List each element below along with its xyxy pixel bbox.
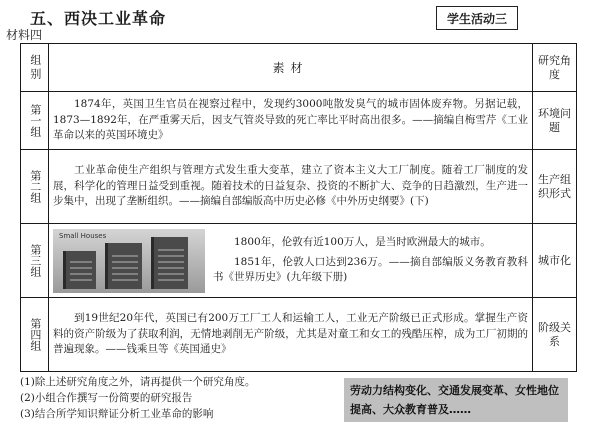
task-list (20, 374, 255, 422)
group-label: 第二组 (21, 150, 49, 224)
material-cell: 1874年，英国卫生官员在视察过程中，发现约3000吨散发臭气的城市固体废弃物。另据记载，1873—1892年，在严重雾天后，因支气管炎导致的死亡率比平时高出很多。——摘编自梅雪芹《工业革命以来的英国环境史》 (49, 92, 533, 150)
task-item: (2)小组合作撰写一份简要的研究报告 (20, 392, 193, 404)
material-cell: 工业革命使生产组织与管理方式发生重大变革，建立了资本主义大工厂制度。随着工厂制度的发展，科学化的管理日益受到重视。随着技术的日益复杂、投资的不断扩大、竞争的日趋激烈，生产进一步集中，出现了垄断组织。——摘编自部编版高中历史必修《中外历史纲要》(下) (49, 150, 533, 224)
group-label: 第三组 (21, 224, 49, 298)
task-item: (3)结合所学知识辩证分析工业革命的影响 (20, 408, 214, 420)
table-header-row (21, 44, 577, 92)
angle-cell: 生产组织形式 (533, 150, 577, 224)
group-label: 第四组 (21, 298, 49, 372)
material-label: 材料四 (6, 28, 43, 42)
material-cell: 到19世纪20年代，英国已有200万工厂工人和运输工人，工业无产阶级已正式形成。掌握生产资料的资产阶级为了获取利润，无情地剥削无产阶级，尤其是对童工和女工的残酷压榨，成为工厂初期的普遍现象。——钱乘旦等《英国通史》 (49, 298, 533, 372)
london-housing-photo (53, 229, 205, 293)
table-row (21, 150, 577, 224)
angle-cell: 城市化 (533, 224, 577, 298)
material-text-2: 1851年，伦敦人口达到236万。——摘自部编版义务教育教科书《世界历史》(九年级下册) (213, 255, 528, 284)
angle-cell: 环境问题 (533, 92, 577, 150)
section-heading: 五、西决工业革命 (30, 9, 167, 28)
header-angle: 研究角度 (533, 44, 577, 92)
table-row (21, 92, 577, 150)
material-text-1: 1800年，伦敦有近100万人，是当时欧洲最大的城市。 (234, 236, 491, 249)
group-label: 第一组 (21, 92, 49, 150)
table-row (21, 224, 577, 298)
material-cell (49, 224, 533, 298)
materials-table (20, 43, 577, 372)
activity-tag: 学生活动三 (436, 6, 518, 30)
header-group: 组别 (21, 44, 49, 92)
photo-caption: Small Houses (59, 231, 107, 240)
answer-hint-box: 劳动力结构变化、交通发展变革、女性地位提高、大众教育普及…… (344, 378, 568, 422)
angle-cell: 阶级关系 (533, 298, 577, 372)
table-row (21, 298, 577, 372)
task-item: (1)除上述研究角度之外，请再提供一个研究角度。 (20, 376, 256, 388)
header-material: 素材 (49, 44, 533, 92)
